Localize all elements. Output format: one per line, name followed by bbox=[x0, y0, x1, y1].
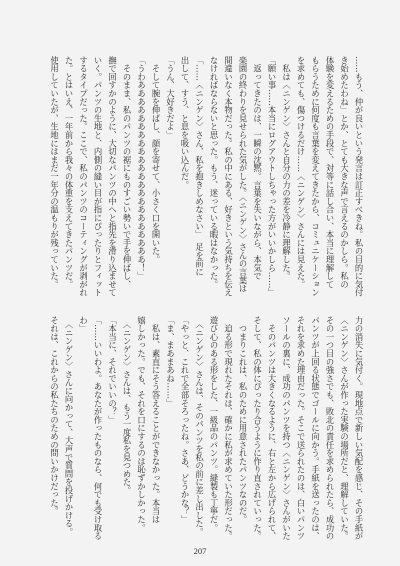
upper-text-column: 私は〈ニンゲン〉さんと自分の力の差を冷静に理解した。 bbox=[281, 56, 292, 281]
upper-text-column: た。とはいえ、一年前から我々の体重を支えてきたパンツだ。 bbox=[64, 56, 74, 289]
lower-text-column: 「本当に、それでいいの？」 bbox=[107, 316, 118, 424]
lower-text-column: そのパンツは大きくなるように、右と左から広げられて、 bbox=[267, 316, 277, 541]
upper-text-column: 楽園の終わりを見せられた気がした。〈ニンゲン〉さんの言葉は bbox=[238, 56, 248, 293]
lower-text-column: 「やっと、これで全部そろったね。さあ、どうかな？」 bbox=[180, 316, 190, 524]
upper-text-column: いく。パンツの生地と、内側の縫い目が指にぴったりとフィット bbox=[93, 56, 103, 297]
upper-text-column: 出して、すう、と息を吸い込んだ。 bbox=[180, 56, 190, 189]
lower-text-column: 「……いいわよ。あなたが作ったものなら、何でも受け取る bbox=[93, 316, 103, 541]
upper-text-column: 撫で回すかのように、大切なパンツの中へと指先を滑り込ませて bbox=[107, 56, 118, 297]
upper-text-block bbox=[46, 56, 366, 306]
upper-text-column: もらうために何度も言葉を変えてきたから、コミュニケーション bbox=[310, 56, 321, 297]
lower-text-column: 力の消失に気付く。現地点で新しい気配を感じ、その手紙が bbox=[354, 316, 364, 541]
lower-text-column: 〈ニンゲン〉さんが作った実験の場所だと、理解していた。 bbox=[339, 316, 350, 541]
lower-text-column: そして、私の体にぴったり合うように作り直されていった。 bbox=[252, 316, 263, 541]
lower-text-column: 迫る形で現れたそれは、確かに私が求めていた形だった。 bbox=[223, 316, 234, 541]
lower-text-column: パンツが上回る状態でゴールに向かう。手紙を送ったのは、 bbox=[310, 316, 321, 541]
lower-text-column: 嬉しかった。でも、それを口にするのは恥ずかしかった。 bbox=[136, 316, 147, 532]
lower-text-column: 〈ニンゲン〉さんに向かって、大声で質問を投げかける。 bbox=[64, 316, 74, 536]
upper-text-column: 「……〈ニンゲン〉さん、私を抱きしめなさい」 足を前に bbox=[194, 56, 205, 276]
lower-text-column: ソールの裏に、成功のパンツを持つ〈ニンゲン〉さんがいた bbox=[281, 316, 292, 541]
upper-text-column: 使用していたが、生地にはまだ一年分の温もりが残っていた。 bbox=[49, 56, 60, 289]
lower-text-column: 遊び心のある形をした、一級品のパンツ。縫製も丁寧だ。 bbox=[209, 316, 219, 532]
lower-text-column: 〈ニンゲン〉さんは、そのパンツを私の前に差し出した。 bbox=[194, 316, 205, 536]
lower-text-block bbox=[46, 316, 366, 544]
upper-text-column: き始めたわね」とか、とても大きな声で言えるのかしら。私の bbox=[339, 56, 350, 289]
lower-text-column: わ」 bbox=[78, 316, 89, 333]
lower-text-column: それを求めた理由だった。そこで送られたのは、白いパンツ bbox=[296, 316, 306, 541]
upper-text-column: 「うわああああああああああああああああああああああ！」 bbox=[136, 56, 147, 281]
upper-text-column: 「うん、大好きだよ」 bbox=[165, 56, 176, 139]
page-number: 207 bbox=[193, 546, 207, 556]
upper-text-column: するタイプだった。ここで、私のパンツのコーティングが剥がれ bbox=[78, 56, 89, 297]
upper-text-column: なければならないと思った。もう、迷っている暇はなかった。 bbox=[209, 56, 219, 289]
lower-text-column: 「ま、まあまあね……」 bbox=[165, 316, 176, 408]
lower-text-column: 〈ニンゲン〉さんは、もう一度私を見つめた。 bbox=[122, 316, 132, 495]
lower-text-column: それは、これからの私たちのための問いかけだった。 bbox=[49, 316, 60, 516]
upper-text-column: そして腕を伸ばし、顔を寄せて、小さく口を開いた。 bbox=[151, 56, 161, 264]
upper-text-column: ……もう、仲が良いという発言は訂正すべきね。私の目的に気付 bbox=[354, 56, 364, 297]
lower-text-column: 私は、素直にそう答えることができなかった。本当は bbox=[151, 316, 161, 524]
upper-text-column: を求めても、傷つけるだけ……〈ニンゲン〉さんには見えた。 bbox=[296, 56, 306, 289]
lower-text-column: その一つ目の強さでも、敗北の責任を求められたら、成功の bbox=[325, 316, 335, 541]
upper-text-column: 間違いなく本物だった。私の中にある、好きという気持ちを伝え bbox=[223, 56, 234, 297]
lower-text-column: つまりこれは、私のために用意されたパンツなのだ。 bbox=[238, 316, 248, 524]
upper-text-column: そのまま、私のパンツの裾にものすごい勢いで手を伸ばし、 bbox=[122, 56, 132, 289]
upper-text-column: 「願い事……本当にログアウトしちゃった方がいいかしら……」 bbox=[267, 56, 277, 297]
upper-text-column: 返ってきたのは、一瞬の沈黙。言葉を失いながら、本気で bbox=[252, 56, 263, 281]
upper-text-column: 体験を変えるための手段で、対等に話し合い、本当に理解して bbox=[325, 56, 335, 289]
